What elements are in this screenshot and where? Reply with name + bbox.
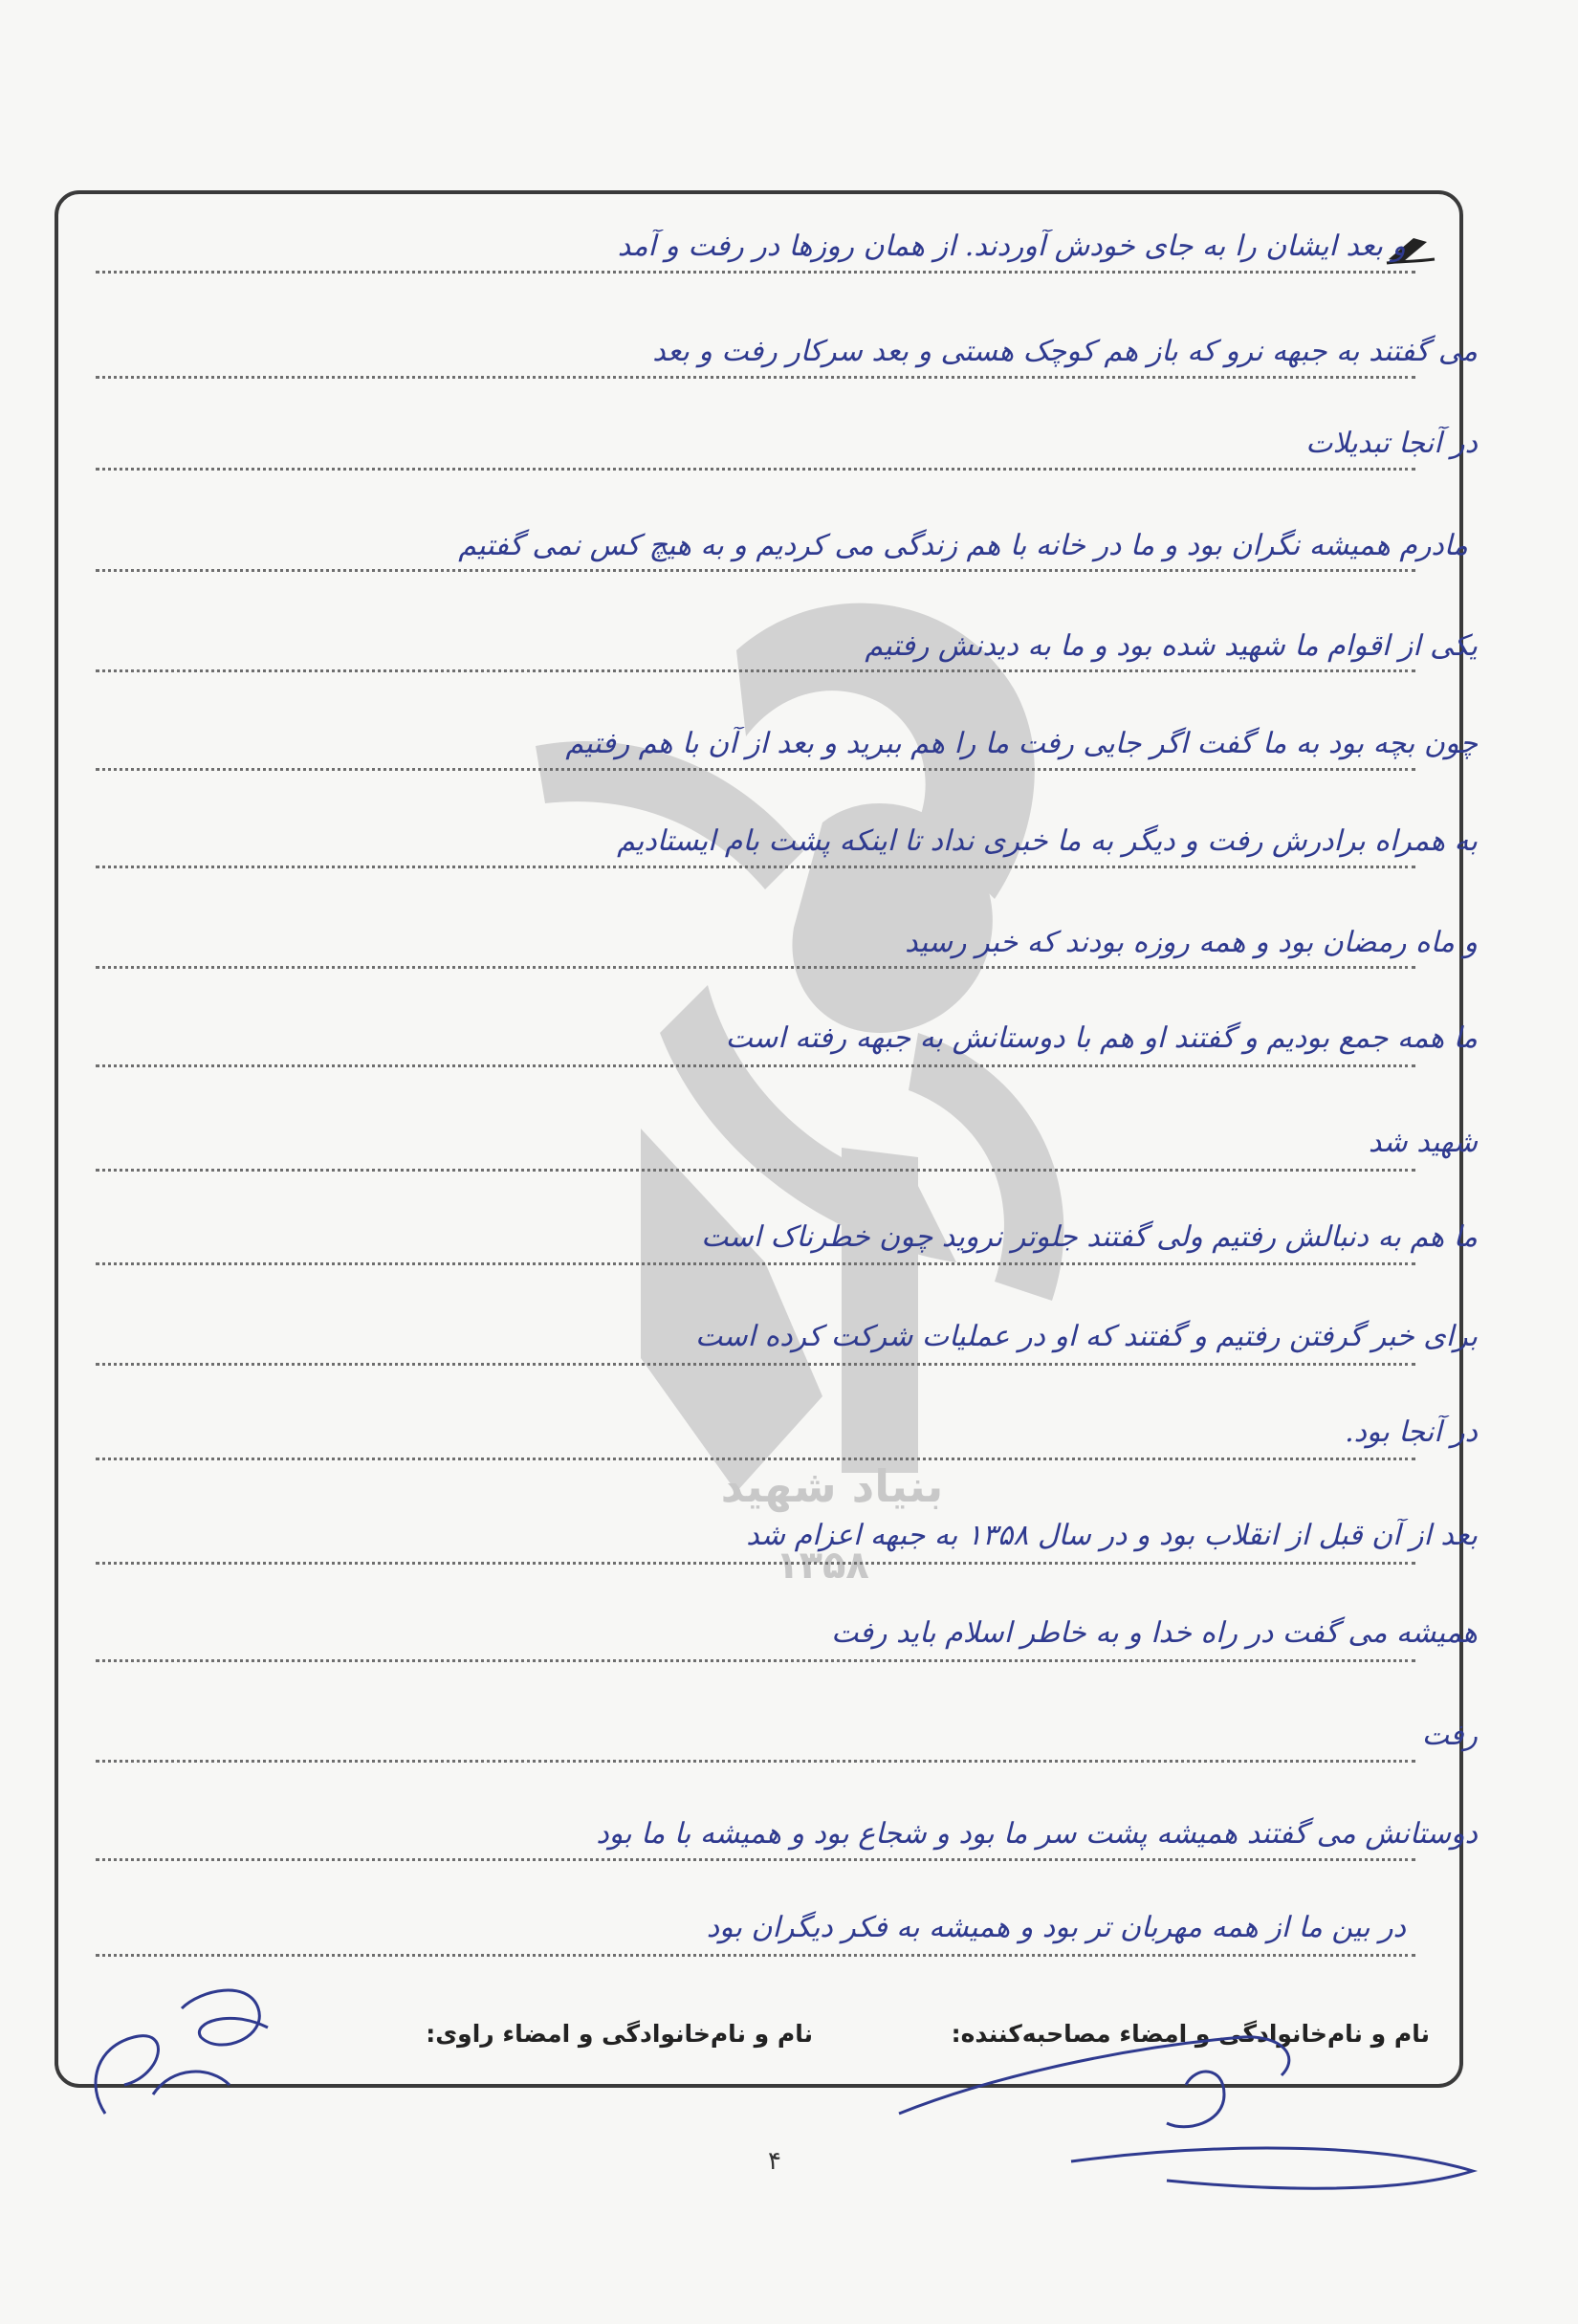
- ruled-line: [96, 866, 1415, 868]
- ruled-line: [96, 1458, 1415, 1460]
- handwritten-line: در آنجا بود.: [1345, 1415, 1478, 1449]
- page-frame: [55, 190, 1463, 2088]
- narrator-signature: [67, 1970, 277, 2133]
- handwritten-line: ما هم به دنبالش رفتیم ولی گفتند جلوتر نروید چون خطرناک است: [701, 1220, 1478, 1254]
- handwritten-line: شهید شد: [1368, 1126, 1478, 1159]
- watermark-year: ۱۳۵۸: [776, 1544, 869, 1588]
- handwritten-line: بعد از آن قبل از انقلاب بود و در سال ۱۳۵۸ به جبهه اعزام شد: [746, 1519, 1478, 1552]
- interviewer-signature-label: نام و نام‌خانوادگی و امضاء مصاحبه‌کننده:: [951, 2020, 1430, 2048]
- handwritten-line: مادرم همیشه نگران بود و ما در خانه با هم زندگی می کردیم و به هیچ کس نمی گفتیم: [458, 529, 1468, 562]
- ruled-line: [96, 669, 1415, 672]
- ruled-line: [96, 1562, 1415, 1565]
- handwritten-line: ما همه جمع بودیم و گفتند او هم با دوستانش به جبهه رفته است: [725, 1021, 1478, 1055]
- ruled-line: [96, 376, 1415, 379]
- ruled-line: [96, 1659, 1415, 1662]
- page-number: ۴: [768, 2147, 781, 2176]
- ruled-line: [96, 768, 1415, 771]
- ruled-line: [96, 569, 1415, 572]
- handwritten-line: برای خبر گرفتن رفتیم و گفتند که او در عملیات شرکت کرده است: [695, 1320, 1478, 1353]
- ruled-line: [96, 1262, 1415, 1265]
- handwritten-line: رفت: [1421, 1719, 1478, 1752]
- ruled-line: [96, 1954, 1415, 1957]
- narrator-signature-label: نام و نام‌خانوادگی و امضاء راوی:: [426, 2020, 813, 2048]
- handwritten-line: دوستانش می گفتند همیشه پشت سر ما بود و شجاع بود و همیشه با ما بود: [596, 1817, 1478, 1851]
- ruled-line: [96, 1064, 1415, 1067]
- handwritten-line: چون بچه بود به ما گفت اگر جایی رفت ما را هم ببرید و بعد از آن با هم رفتیم: [565, 727, 1478, 760]
- handwritten-line: یکی از اقوام ما شهید شده بود و ما به دیدنش رفتیم: [865, 629, 1478, 663]
- ruled-line: [96, 468, 1415, 471]
- ruled-line: [96, 966, 1415, 969]
- handwritten-line: در آنجا تبدیلات: [1305, 427, 1478, 460]
- handwritten-line: به همراه برادرش رفت و دیگر به ما خبری نداد تا اینکه پشت بام ایستادیم: [617, 824, 1478, 858]
- handwritten-line: و ماه رمضان بود و همه روزه بودند که خبر رسید: [905, 926, 1478, 959]
- handwritten-line: می گفتند به جبهه نرو که باز هم کوچک هستی و بعد سرکار رفت و بعد: [652, 335, 1478, 368]
- ruled-line: [96, 1363, 1415, 1366]
- handwritten-line: همیشه می گفت در راه خدا و به خاطر اسلام باید رفت: [831, 1616, 1478, 1650]
- ruled-line: [96, 1858, 1415, 1861]
- interviewer-signature: [880, 2028, 1492, 2200]
- ruled-line: [96, 1760, 1415, 1763]
- handwritten-line: و بعد ایشان را به جای خودش آوردند. از همان روزها در رفت و آمد: [617, 230, 1406, 263]
- handwritten-line: در بین ما از همه مهربان تر بود و همیشه به فکر دیگران بود: [706, 1911, 1406, 1944]
- watermark-org-name: بنیاد شهید: [720, 1460, 944, 1512]
- ruled-line: [96, 1169, 1415, 1172]
- ruled-line: [96, 271, 1415, 274]
